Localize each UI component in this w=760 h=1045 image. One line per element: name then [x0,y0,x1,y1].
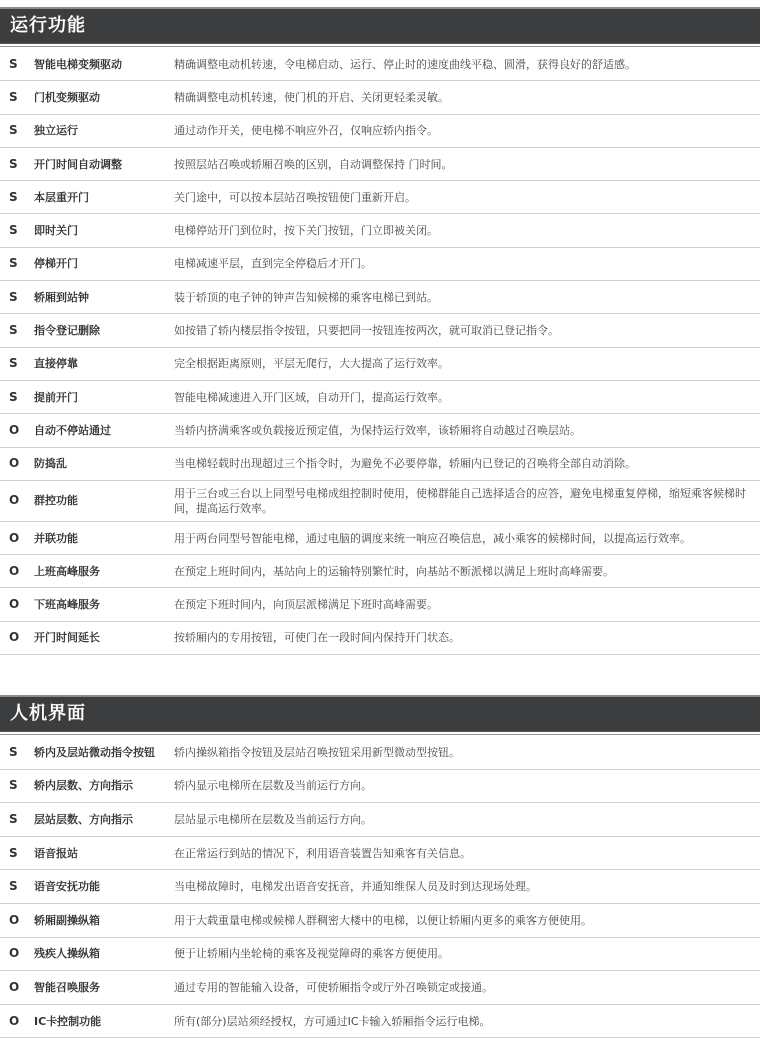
feature-list [0,736,760,1038]
feature-description: 精确调整电动机转速，使门机的开启、关闭更轻柔灵敏。 [174,90,449,104]
feature-code: S [9,289,18,304]
feature-code: S [9,356,18,371]
feature-code: S [9,223,18,238]
feature-code: O [9,630,20,645]
feature-description: 用于三台或三台以上同型号电梯成组控制时使用，使梯群能自己选择适合的应答，避免电梯重复停梯，缩短乘客候梯时间，提高运行效率。 [174,486,746,515]
feature-row [0,181,760,214]
feature-code: O [9,597,20,612]
feature-name: 语音报站 [34,846,78,860]
feature-name: 开门时间延长 [34,631,100,645]
feature-row [0,555,760,588]
feature-description: 装于轿顶的电子钟的钟声告知候梯的乘客电梯已到站。 [174,290,438,304]
feature-name: 直接停靠 [34,357,78,371]
feature-name: 轿内层数、方向指示 [34,779,133,793]
feature-name: 下班高峰服务 [34,598,100,612]
feature-row [0,481,760,522]
feature-name: 独立运行 [34,124,78,138]
feature-code: O [9,563,20,578]
feature-code: S [9,256,18,271]
feature-description: 层站显示电梯所在层数及当前运行方向。 [174,812,372,826]
feature-name: 轿厢到站钟 [34,290,89,304]
feature-row [0,214,760,247]
feature-row [0,448,760,481]
feature-code: O [9,979,20,994]
section-title: 人机界面 [10,703,86,724]
feature-description: 电梯减速平层，直到完全停稳后才开门。 [174,257,372,271]
feature-description: 精确调整电动机转速，令电梯启动、运行、停止时的速度曲线平稳、圆滑，获得良好的舒适感。 [174,57,636,71]
feature-row [0,381,760,414]
feature-name: 即时关门 [34,224,78,238]
feature-name: 轿内及层站微动指令按钮 [34,745,155,759]
feature-description: 当电梯故障时，电梯发出语音安抚音，并通知维保人员及时到达现场处理。 [174,880,537,894]
feature-row [0,1005,760,1039]
feature-code: S [9,323,18,338]
feature-description: 按轿厢内的专用按钮，可使门在一段时间内保持开门状态。 [174,631,460,645]
feature-description: 当电梯轻载时出现超过三个指令时，为避免不必要停靠，轿厢内已登记的召唤将全部自动消除。 [174,457,636,471]
feature-code: O [9,1013,20,1028]
feature-row [0,248,760,281]
feature-row [0,971,760,1005]
feature-description: 智能电梯减速进入开门区域，自动开门，提高运行效率。 [174,390,449,404]
feature-list [0,48,760,655]
feature-code: S [9,389,18,404]
feature-code: S [9,845,18,860]
feature-name: 提前开门 [34,390,78,404]
feature-name: 门机变频驱动 [34,90,100,104]
feature-name: 防捣乱 [34,457,67,471]
feature-description: 电梯停站开门到位时，按下关门按钮，门立即被关闭。 [174,224,438,238]
feature-name: 群控功能 [34,494,78,508]
section-operation-functions [0,7,760,655]
feature-description: 关门途中，可以按本层站召唤按钮使门重新开启。 [174,190,416,204]
feature-code: S [9,879,18,894]
feature-row [0,414,760,447]
feature-description: 通过专用的智能输入设备，可使轿厢指令或厅外召唤锁定或接通。 [174,980,493,994]
section-header [0,695,760,732]
feature-code: O [9,912,20,927]
feature-description: 在正常运行到站的情况下，利用语音装置告知乘客有关信息。 [174,846,471,860]
section-title: 运行功能 [10,15,86,36]
feature-code: S [9,56,18,71]
feature-name: 残疾人操纵箱 [34,947,100,961]
feature-row [0,148,760,181]
feature-description: 按照层站召唤或轿厢召唤的区别，自动调整保持 门时间。 [174,157,453,171]
feature-row [0,837,760,871]
feature-row [0,348,760,381]
feature-name: IC卡控制功能 [34,1014,102,1028]
feature-row [0,770,760,804]
feature-code: S [9,811,18,826]
feature-name: 智能召唤服务 [34,980,100,994]
feature-code: O [9,422,20,437]
feature-code: S [9,744,18,759]
feature-description: 通过动作开关，使电梯不响应外召，仅响应轿内指令。 [174,124,438,138]
feature-description: 轿内显示电梯所在层数及当前运行方向。 [174,779,372,793]
feature-description: 完全根据距离原则，平层无爬行，大大提高了运行效率。 [174,357,449,371]
feature-row [0,522,760,555]
feature-name: 开门时间自动调整 [34,157,122,171]
feature-row [0,81,760,114]
feature-description: 在预定下班时间内，向顶层派梯满足下班时高峰需要。 [174,598,438,612]
feature-row [0,314,760,347]
feature-name: 轿厢副操纵箱 [34,913,100,927]
feature-description: 当轿内挤满乘客或负载接近预定值，为保持运行效率，该轿厢将自动越过召唤层站。 [174,423,581,437]
feature-name: 本层重开门 [34,190,89,204]
feature-code: S [9,156,18,171]
feature-code: S [9,89,18,104]
feature-code: O [9,530,20,545]
feature-name: 停梯开门 [34,257,78,271]
feature-row [0,938,760,972]
feature-row [0,48,760,81]
feature-code: O [9,946,20,961]
feature-row [0,115,760,148]
feature-row [0,870,760,904]
feature-row [0,803,760,837]
feature-description: 在预定上班时间内，基站向上的运输特别繁忙时，向基站不断派梯以满足上班时高峰需要。 [174,564,614,578]
feature-description: 用于大载重量电梯或候梯人群稠密大楼中的电梯，以便让轿厢内更多的乘客方便使用。 [174,913,592,927]
feature-code: S [9,778,18,793]
feature-name: 语音安抚功能 [34,880,100,894]
feature-name: 自动不停站通过 [34,423,111,437]
section-header [0,7,760,44]
feature-description: 所有(部分)层站须经授权，方可通过IC卡输入轿厢指令运行电梯。 [174,1014,491,1028]
feature-name: 智能电梯变频驱动 [34,57,122,71]
feature-name: 并联功能 [34,531,78,545]
section-hmi [0,695,760,1038]
feature-description: 轿内操纵箱指令按钮及层站召唤按钮采用新型微动型按钮。 [174,745,460,759]
feature-code: O [9,493,20,508]
feature-row [0,904,760,938]
feature-code: O [9,456,20,471]
feature-row [0,622,760,655]
feature-name: 层站层数、方向指示 [34,812,133,826]
feature-row [0,588,760,621]
feature-name: 指令登记删除 [34,324,100,338]
feature-name: 上班高峰服务 [34,564,100,578]
feature-row [0,281,760,314]
feature-row [0,736,760,770]
feature-description: 用于两台同型号智能电梯，通过电脑的调度来统一响应召唤信息，减小乘客的候梯时间，以提高运行效率。 [174,531,691,545]
feature-description: 如按错了轿内楼层指令按钮，只要把同一按钮连按两次，就可取消已登记指令。 [174,324,559,338]
feature-code: S [9,189,18,204]
feature-code: S [9,123,18,138]
feature-description: 便于让轿厢内坐轮椅的乘客及视觉障碍的乘客方便使用。 [174,947,449,961]
